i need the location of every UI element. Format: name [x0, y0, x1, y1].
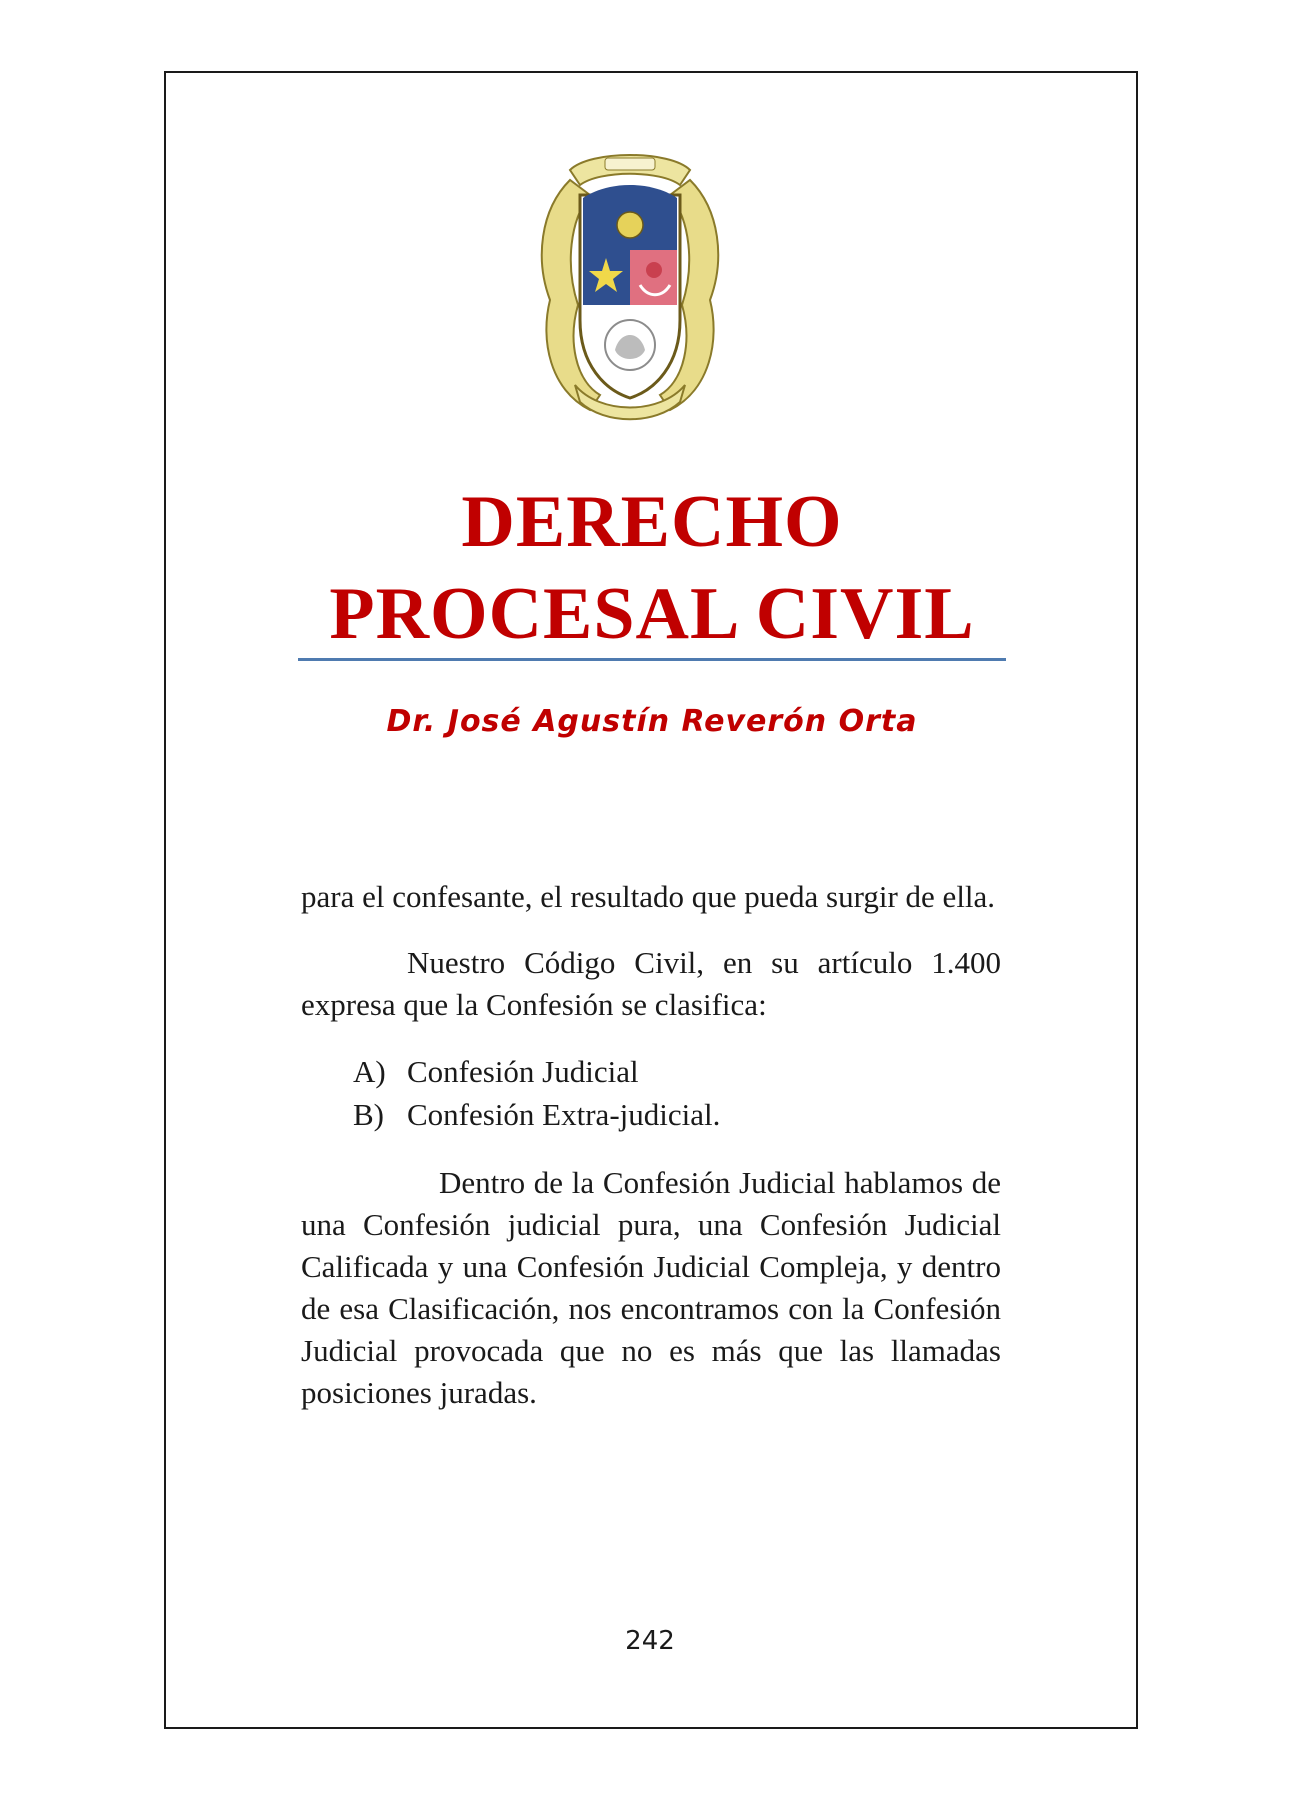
list-item-text: Confesión Extra-judicial. [407, 1097, 721, 1132]
list-item [353, 1050, 1001, 1093]
list-item-text: Confesión Judicial [407, 1054, 639, 1089]
paragraph-1: para el confesante, el resultado que pueda surgir de ella. [301, 879, 996, 914]
list-marker: A) [353, 1054, 386, 1089]
list-marker: B) [353, 1097, 384, 1132]
page-number: 242 [625, 1626, 675, 1656]
author-name: Dr. José Agustín Reverón Orta [386, 704, 918, 739]
title-line-2: PROCESAL CIVIL [329, 573, 975, 655]
body-text [301, 876, 1001, 1414]
paragraph-3: Dentro de la Confesión Judicial hablamos de una Confesión judicial pura, una Confesión Judicial Calificada y una Confesión Judicial Compleja, y dentro de esa Clasificación, nos encontramos con la Confesión Judicial provocada que no es más que las llamadas posiciones juradas. [301, 1165, 1001, 1410]
university-crest-logo [530, 140, 730, 422]
book-title [300, 476, 1004, 660]
list-item [353, 1093, 1001, 1136]
paragraph-2: Nuestro Código Civil, en su artículo 1.400 expresa que la Confesión se clasifica: [301, 945, 1001, 1022]
title-divider [298, 658, 1006, 661]
classification-list [301, 1050, 1001, 1136]
title-line-1: DERECHO [461, 481, 843, 563]
